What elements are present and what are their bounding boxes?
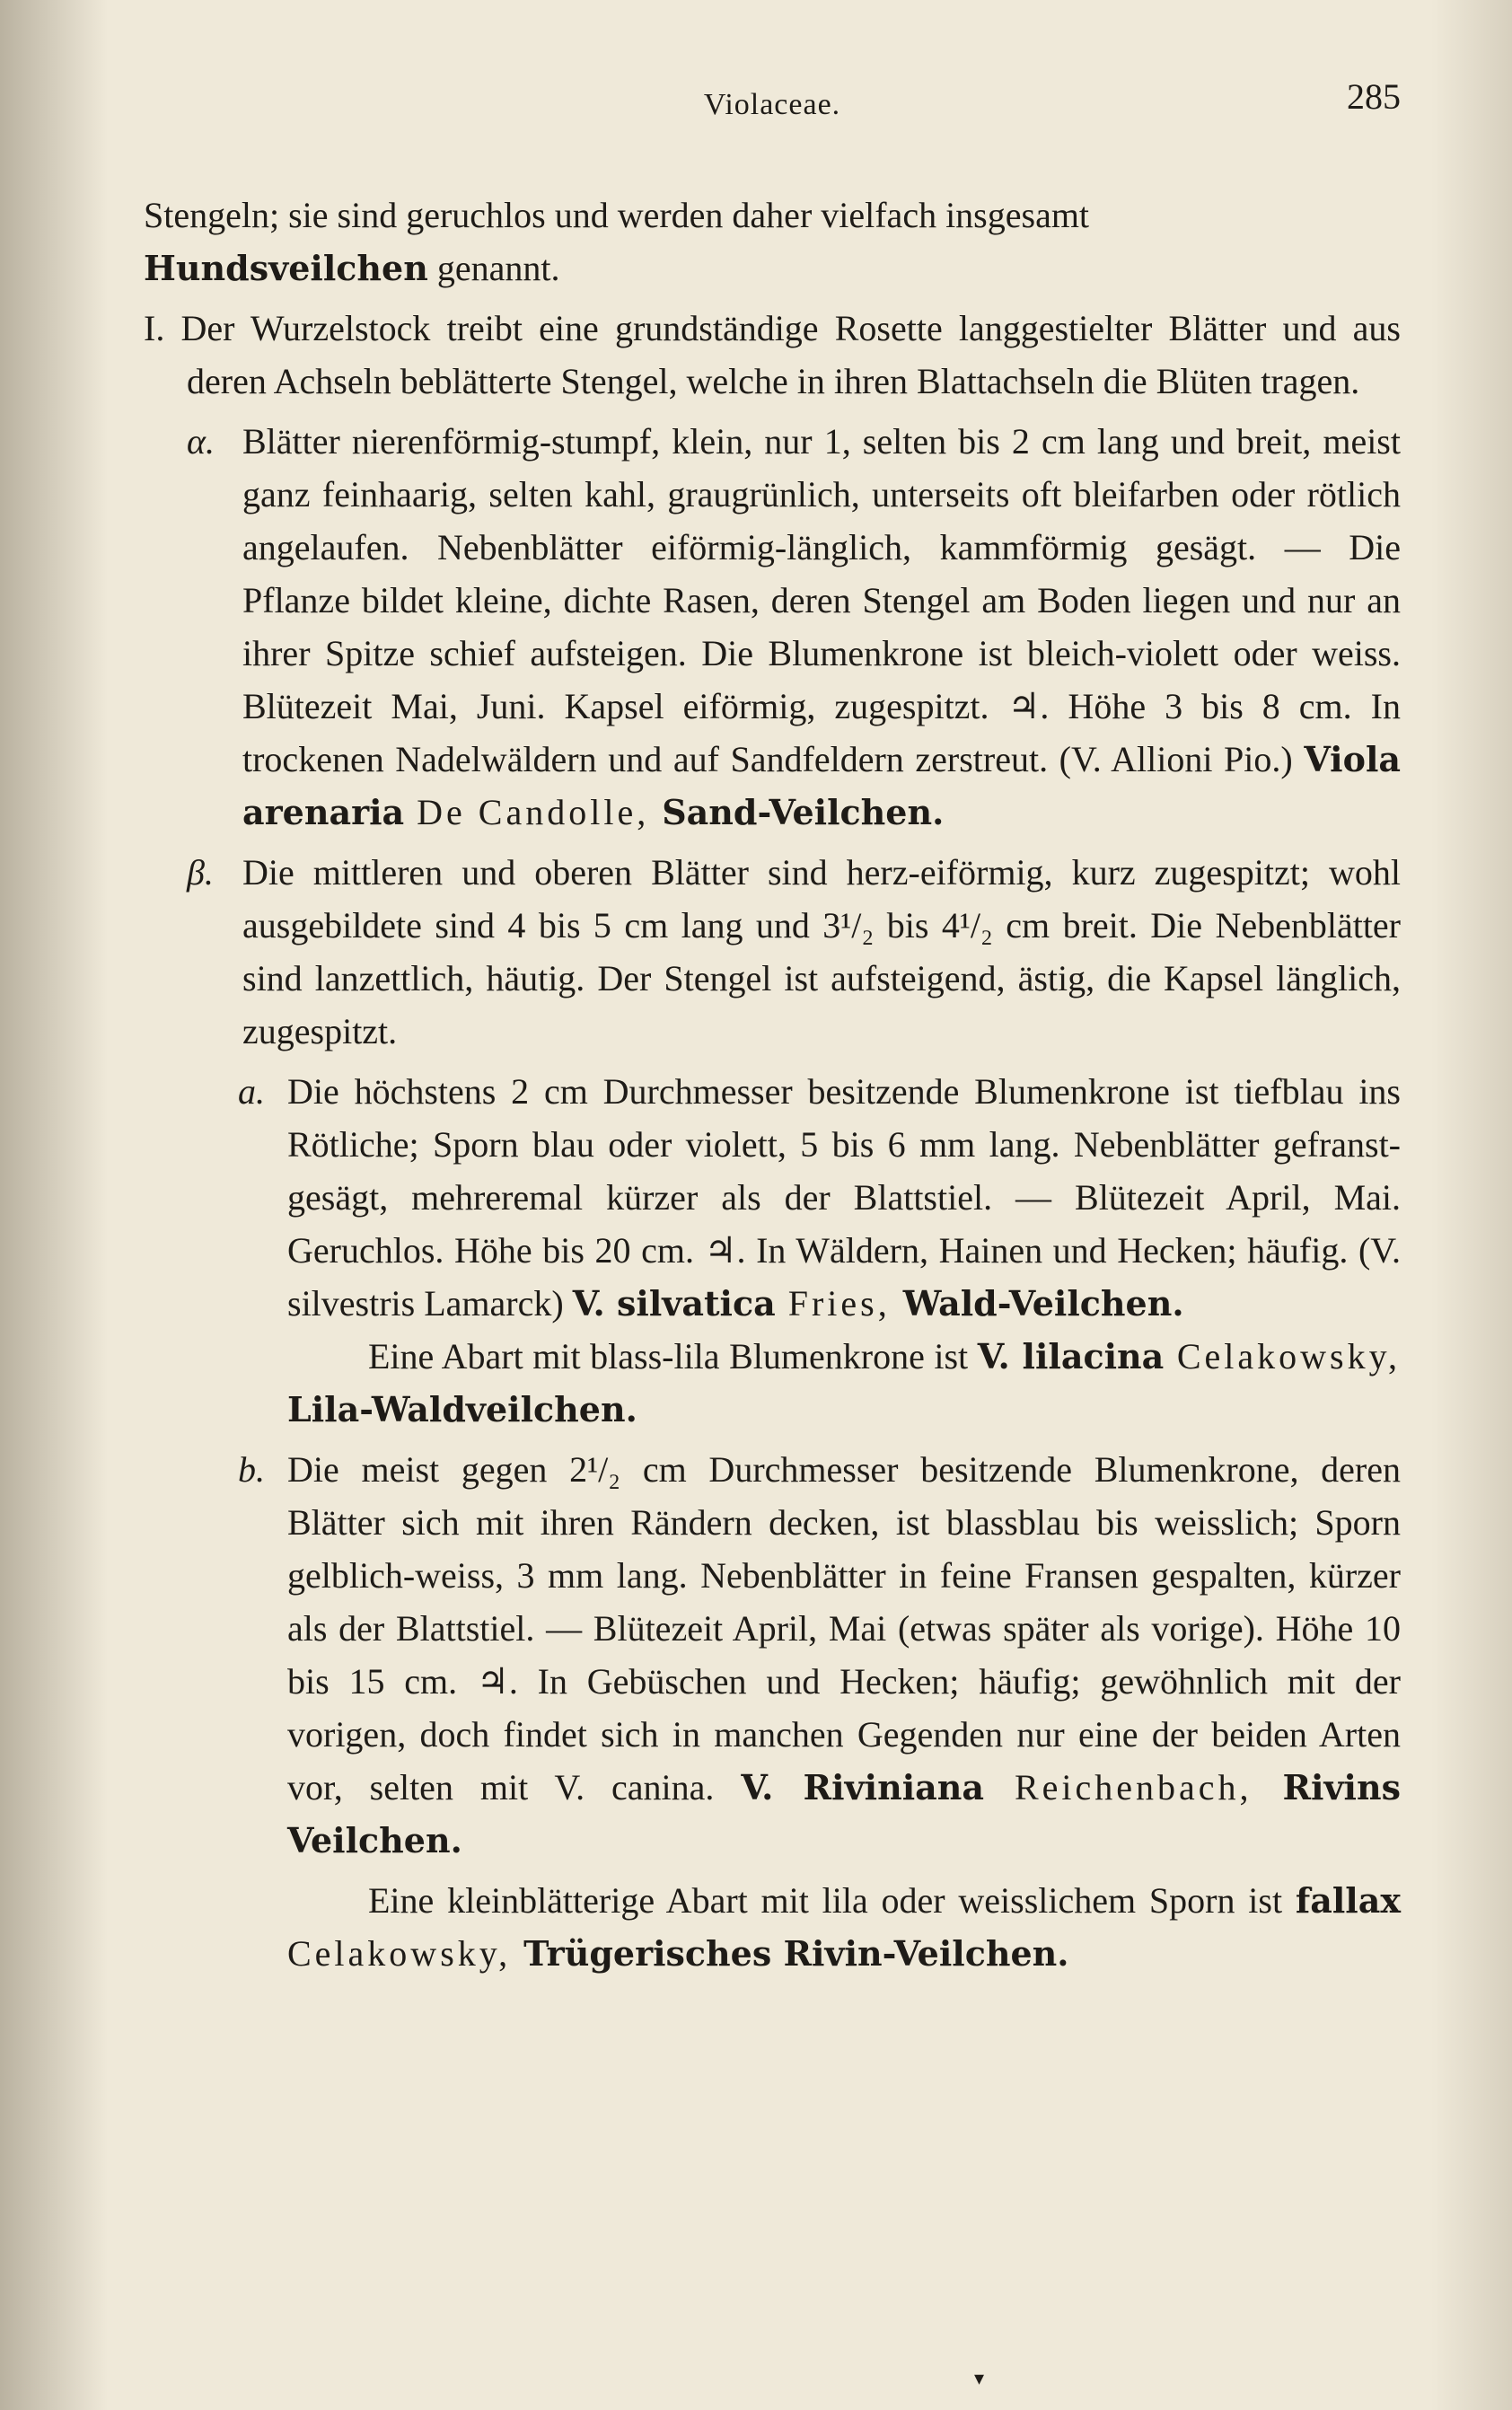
running-head (144, 63, 1401, 121)
subsection-beta (144, 846, 1401, 1058)
running-title: Violaceae. (703, 88, 841, 121)
a-text: Die höchstens 2 cm Durchmesser besitzende Blumenkrone ist tiefblau ins Rötliche; Sporn blau oder violett, 5 bis 6 mm lang. Nebenblätter gefranst-gesägt, mehreremal kürzer als der Blattstiel. — Blütezeit April, Mai. Geruchlos. Höhe bis 20 cm. ♃. In Wäldern, Hainen und Hecken; häufig. (V. silvestris Lamarck) (287, 1071, 1401, 1324)
intro-text-end: genannt. (427, 248, 560, 288)
a-marker: a. (238, 1071, 265, 1112)
a-variety-text: Eine Abart mit blass-lila Blumenkrone ist (368, 1336, 978, 1377)
a-variety-species: V. lilacina (977, 1336, 1165, 1377)
page-number: 285 (1347, 76, 1401, 117)
b-author: Reichenbach, (984, 1767, 1283, 1808)
page-gutter-shadow (0, 0, 108, 2410)
item-a (144, 1065, 1401, 1330)
b-variety-author: Celakowsky, (287, 1933, 524, 1974)
intro-paragraph (144, 189, 1401, 295)
bottom-mark-icon: ▾ (974, 2367, 985, 2389)
item-b-variety (144, 1874, 1401, 1980)
b-species: V. Riviniana (741, 1767, 985, 1808)
section-I (144, 302, 1401, 408)
alpha-author: De Candolle, (404, 792, 663, 832)
book-page (144, 63, 1401, 1980)
b-variety-text: Eine kleinblätterige Abart mit lila oder weisslichem Sporn ist (368, 1880, 1296, 1921)
item-a-variety (144, 1330, 1401, 1436)
b-variety-common-name: Trügerisches Rivin-Veilchen. (523, 1933, 1069, 1974)
a-species: V. silvatica (572, 1283, 776, 1324)
alpha-text: Blätter nierenförmig-stumpf, klein, nur 1, selten bis 2 cm lang und breit, meist ganz feinhaarig, selten kahl, graugrünlich, unterseits oft bleifarben oder rötlich angelaufen. Nebenblätter eiförmig-länglich, kammförmig gesägt. — Die Pflanze bildet kleine, dichte Rasen, deren Stengel am Boden liegen und nur an ihrer Spitze schief aufsteigen. Die Blumenkrone ist bleich-violett oder weiss. Blütezeit Mai, Juni. Kapsel eiförmig, zugespitzt. ♃. Höhe 3 bis 8 cm. In trockenen Nadelwäldern und auf Sandfeldern zerstreut. (V. Allioni Pio.) (242, 421, 1401, 779)
alpha-common-name: Sand-Veilchen. (662, 792, 945, 832)
b-text: Die meist gegen 2¹/₂ cm Durchmesser besitzende Blumenkrone, deren Blätter sich mit ihren Rändern decken, ist blassblau bis weisslich; Sporn gelblich-weiss, 3 mm lang. Nebenblätter in feine Fransen gespalten, kürzer als der Blattstiel. — Blütezeit April, Mai (etwas später als vorige). Höhe 10 bis 15 cm. ♃. In Gebüschen und Hecken; häufig; gewöhnlich mit der vorigen, doch findet sich in manchen Gegenden nur eine der beiden Arten vor, selten mit V. canina. (287, 1449, 1401, 1808)
section-I-text: I. Der Wurzelstock treibt eine grundständige Rosette langgestielter Blätter und aus deren Achseln beblätterte Stengel, welche in ihren Blattachseln die Blüten tragen. (144, 308, 1401, 401)
item-b (144, 1443, 1401, 1867)
b-variety-species: fallax (1295, 1880, 1401, 1921)
page-edge-shadow (1431, 0, 1512, 2410)
a-variety-author: Celakowsky, (1164, 1336, 1401, 1377)
b-marker: b. (238, 1449, 265, 1490)
a-author: Fries, (775, 1283, 903, 1324)
b-common-name: Rivins Veilchen. (287, 1767, 1401, 1860)
intro-term: Hundsveilchen (144, 248, 428, 288)
beta-text: Die mittleren und oberen Blätter sind herz-eiförmig, kurz zugespitzt; wohl ausgebildete sind 4 bis 5 cm lang und 3¹/₂ bis 4¹/₂ cm breit. Die Nebenblätter sind lanzettlich, häutig. Der Stengel ist aufsteigend, ästig, die Kapsel länglich, zugespitzt. (242, 852, 1401, 1051)
a-common-name: Wald-Veilchen. (902, 1283, 1184, 1324)
beta-marker: β. (187, 852, 214, 893)
a-variety-common-name: Lila-Waldveilchen. (287, 1389, 637, 1429)
alpha-species: Viola arenaria (242, 739, 1401, 832)
intro-text: Stengeln; sie sind geruchlos und werden daher vielfach insgesamt (144, 195, 1090, 235)
subsection-alpha (144, 415, 1401, 839)
alpha-marker: α. (187, 421, 215, 462)
